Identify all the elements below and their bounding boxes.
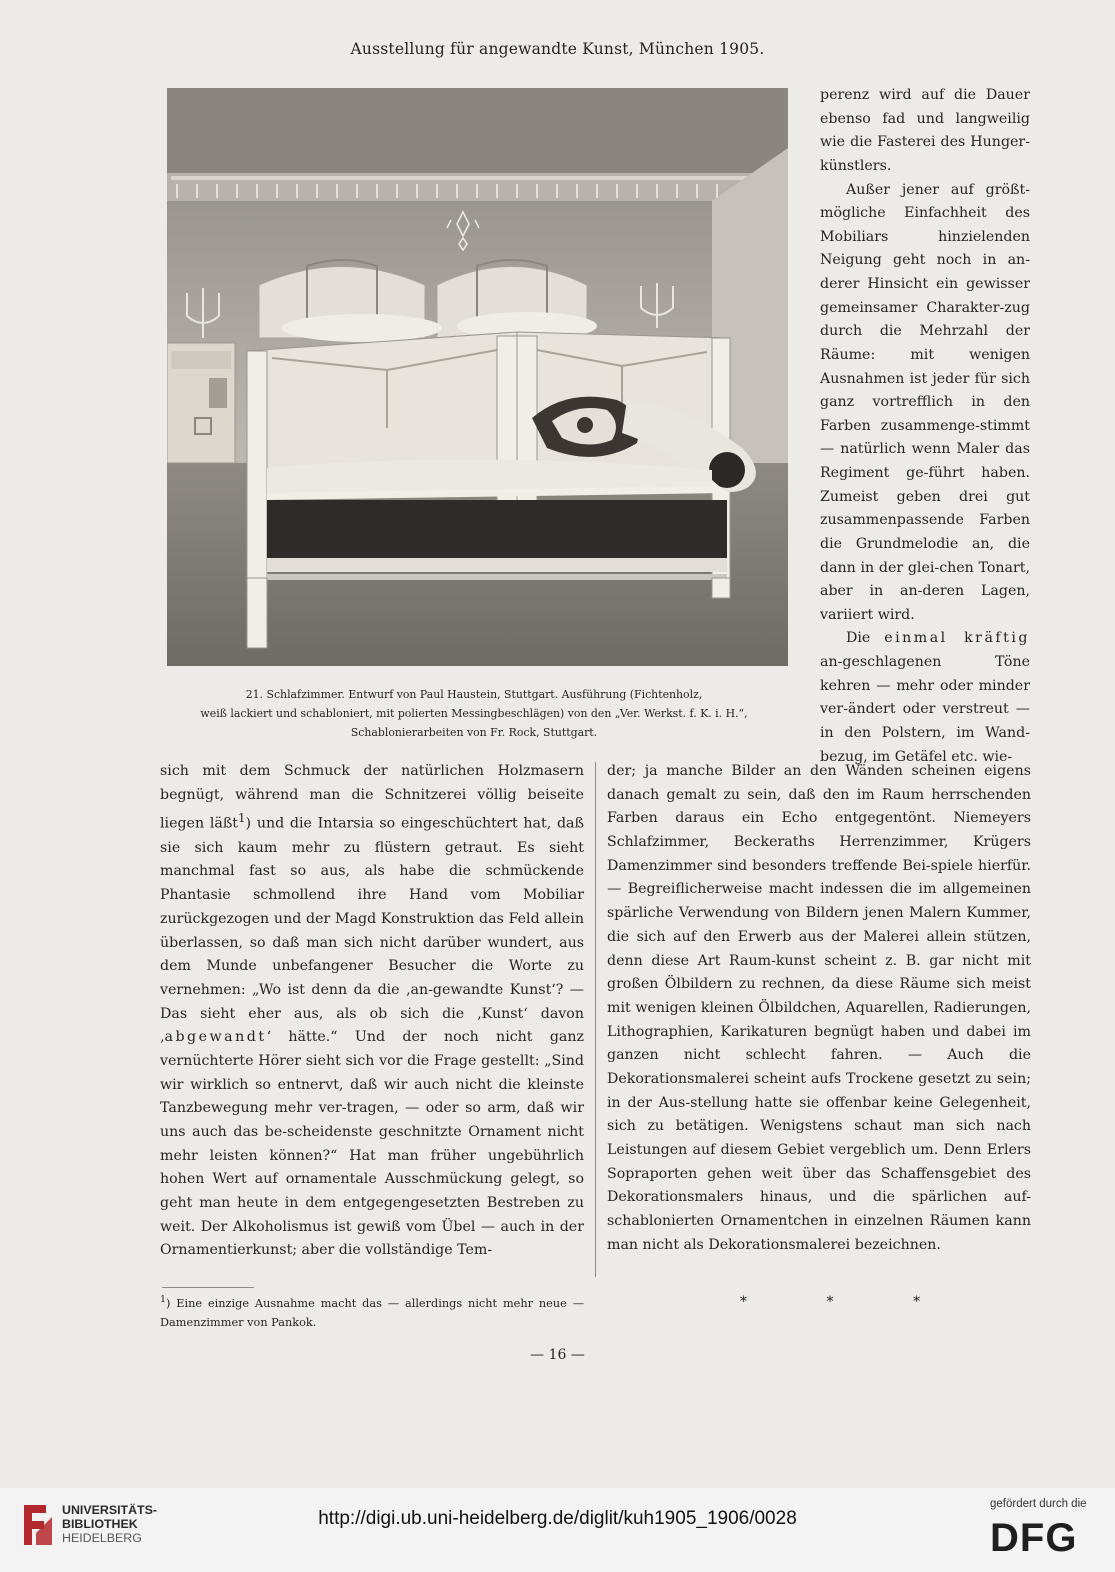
- library-name-line-2: BIBLIOTHEK: [62, 1517, 138, 1531]
- side-paragraph-3-rest: an-geschlagenen Töne kehren — mehr oder minder ver-ändert oder verstreut — in den Polstern, im Wand-bezug, im Getäfel etc. wie-: [820, 654, 1030, 765]
- figure-caption: [140, 685, 808, 742]
- left-text-part-3: ‘ hätte.“ Und der noch nicht ganz vernüchterte Hörer sieht sich vor die Frage gestellt: „Sind wir wirklich so entnervt, daß wir auch nicht die kleinste Tanzbewegung mehr ver-tragen, — oder so arm, daß wir uns auch das be-scheidenste geschnitzte Ornament nicht mehr leisten können?“ Hat man früher ungebührlich hohen Wert auf ornamentale Ausschmückung gelegt, so geht man heute in dem entgegengesetzten Bestreben zu weit. Der Alkoholismus ist gewiß vom Übel — auch in der Ornamentierkunst; aber die vollständige Tem-: [160, 1029, 584, 1259]
- right-column-text: der; ja manche Bilder an den Wänden scheinen eigens danach gemalt zu sein, daß den im Raum herrschenden Farben daraus ein Echo entgegentönt. Niemeyers Schlafzimmer, Beckeraths Herrenzimmer, Krügers Damenzimmer sind besonders treffende Bei-spiele hierfür. — Begreiflicherweise macht indessen die im allgemeinen spärliche Verwendung von Bildern jenen Malern Kummer, die sich auf den Erwerb aus der Malerei allein stützen, denn diese Art Raum-kunst scheint z. B. gar nicht mit großen Ölbildern zu rechnen, da diese Räume sich meist mit wenigen kleinen Ölbildchen, Aquarellen, Radierungen, Lithographien, Karikaturen begnügt haben und dabei im ganzen nicht schlecht fahren. — Auch die Dekorationsmalerei scheint aufs Trockene gesetzt zu sein; in der Aus-stellung hatte sie offenbar keine Gelegenheit, sich zu betätigen. Wenigstens schaut man sich nach Leistungen auf diesem Gebiet vergeblich um. Denn Erlers Sopraporten gehen weit über das Schaffensgebiet des Dekorationsmalers hinaus, und die spärlichen auf-schablonierten Ornamentchen in einzelnen Räumen kann man nicht als Dekorationsmalerei bezeichnen.: [607, 763, 1031, 1253]
- asterisk: *: [913, 1294, 921, 1310]
- caption-line-3: Schablonierarbeiten von Fr. Rock, Stuttgart.: [350, 726, 598, 739]
- side-column: [820, 84, 1030, 769]
- footnote-rule: [162, 1287, 254, 1288]
- running-head: Ausstellung für angewandte Kunst, München 1905.: [350, 40, 765, 58]
- bedroom-photograph: [167, 88, 788, 666]
- side-paragraph-3: [820, 627, 1030, 769]
- permalink-url[interactable]: http://digi.ub.uni-heidelberg.de/diglit/kuh1905_1906/0028: [318, 1508, 797, 1529]
- left-text-emphasis: abgewandt: [164, 1029, 267, 1046]
- left-text-part-2: ) und die Intarsia so eingeschüchtert hat, daß sie sich kaum mehr zu flüstern getraut. Es sieht manchmal fast so aus, als habe die schmückende Phantasie schmollend ihre Hand vom Mobiliar zurückgezogen und der Magd Konstruktion das Feld allein überlassen, so daß man sich nicht darüber wundert, aus dem Munde unbefangener Besucher die Worte zu vernehmen: „Wo ist denn da die ‚an-gewandte Kunst‘? — Das sieht eher aus, als ob sich die ‚Kunst‘ davon ‚: [160, 816, 584, 1046]
- column-divider: [595, 762, 596, 1277]
- footnote-mark: 1: [160, 1294, 166, 1305]
- dfg-logo[interactable]: DFG: [990, 1516, 1078, 1560]
- section-break-asterisks: [700, 1294, 960, 1310]
- asterisk: *: [826, 1294, 834, 1310]
- side-paragraph-3-emphasis: einmal kräftig: [884, 630, 1030, 647]
- library-name-line-1: UNIVERSITÄTS-: [62, 1503, 157, 1517]
- caption-line-2: weiß lackiert und schabloniert, mit polierten Messingbeschlägen) von den „Ver. Werkst. f. K. i. H.“,: [200, 707, 748, 720]
- page-number: — 16 —: [530, 1347, 585, 1363]
- library-name-line-3: HEIDELBERG: [62, 1531, 142, 1545]
- figure-number: 21.: [245, 688, 264, 701]
- footnote-text: ) Eine einzige Ausnahme macht das — allerdings nicht mehr neue — Damenzimmer von Pankok.: [160, 1296, 584, 1329]
- right-column: [607, 760, 1031, 1257]
- side-paragraph-3-start: Die: [846, 630, 871, 647]
- caption-line-1: Schlafzimmer. Entwurf von Paul Haustein, Stuttgart. Ausführung (Fichtenholz,: [266, 688, 703, 701]
- footnote: [160, 1290, 584, 1332]
- left-column-text: [160, 760, 584, 1263]
- side-paragraph-1: perenz wird auf die Dauer ebenso fad und langweilig wie die Fasterei des Hunger-künstlers.: [820, 87, 1030, 174]
- side-paragraph-2: Außer jener auf größt-mögliche Einfachheit des Mobiliars hinzielenden Neigung geht noch in an-derer Hinsicht ein gewisser gemeinsamer Charakter-zug durch die Mehrzahl der Räume: mit wenigen Ausnahmen ist jeder für sich ganz vortrefflich in den Farben zusammenge-stimmt — natürlich wenn Maler das Regiment ge-führt haben. Zumeist geben drei gut zusammenpassende Farben die Grundmelodie an, die dann in der glei-chen Tonart, aber in an-deren Lagen, variiert wird.: [820, 181, 1030, 623]
- left-text-part-1: sich mit dem Schmuck der natürlichen Holzmasern begnügt, während man die Schnitzerei völlig beiseite liegen läßt: [160, 763, 584, 833]
- footnote-reference: 1: [238, 811, 246, 826]
- funded-by-label: gefördert durch die: [990, 1498, 1087, 1510]
- asterisk: *: [739, 1294, 747, 1310]
- viewer-footer: [0, 1488, 1115, 1572]
- left-column: [160, 760, 584, 1263]
